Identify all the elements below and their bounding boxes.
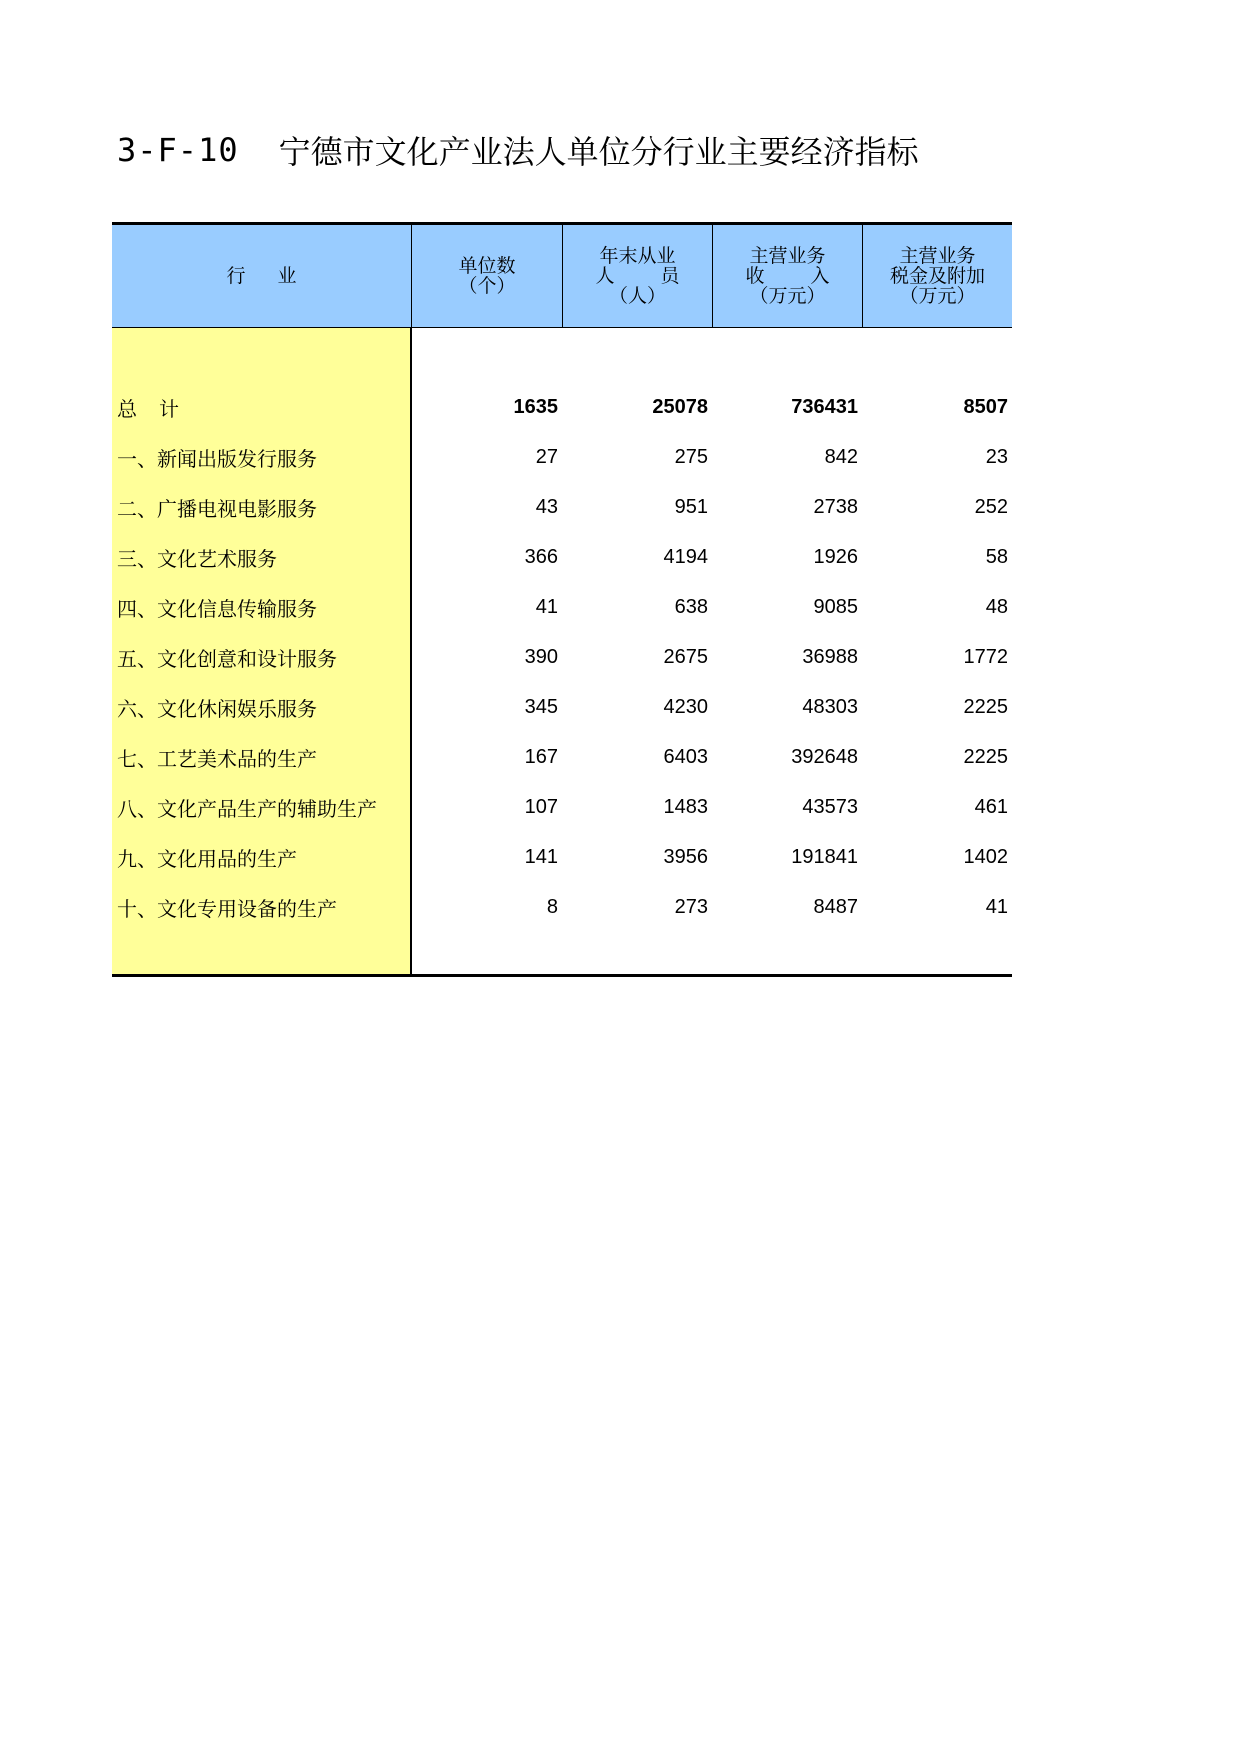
header-taxes bbox=[862, 225, 1012, 327]
units-cell: 345 bbox=[524, 695, 558, 718]
revenue-cell: 736431 bbox=[791, 395, 858, 418]
table-row bbox=[412, 882, 1012, 932]
industry-cell: 九、文化用品的生产 bbox=[117, 846, 297, 871]
header-employees-line1: 年末从业 bbox=[599, 245, 676, 267]
header-employees-line2 bbox=[596, 266, 680, 286]
table-code: 3-F-10 bbox=[117, 131, 239, 169]
statistics-table bbox=[112, 222, 1012, 977]
table-row bbox=[412, 432, 1012, 482]
taxes-cell: 252 bbox=[974, 495, 1008, 518]
header-taxes-line1: 主营业务 bbox=[899, 245, 976, 267]
industry-cell: 五、文化创意和设计服务 bbox=[117, 646, 337, 671]
units-cell: 41 bbox=[535, 595, 558, 618]
revenue-cell: 392648 bbox=[791, 745, 858, 768]
header-industry-label: 行业 bbox=[226, 265, 329, 287]
table-row bbox=[412, 632, 1012, 682]
revenue-cell: 9085 bbox=[813, 595, 858, 618]
table-title: 宁德市文化产业法人单位分行业主要经济指标 bbox=[278, 133, 919, 171]
header-employees-line3: （人） bbox=[608, 285, 666, 307]
units-cell: 1635 bbox=[513, 395, 558, 418]
taxes-cell: 1772 bbox=[963, 645, 1008, 668]
industry-cell: 八、文化产品生产的辅助生产 bbox=[117, 796, 377, 821]
header-taxes-line3: （万元） bbox=[899, 285, 976, 307]
revenue-cell: 2738 bbox=[813, 495, 858, 518]
industry-cell: 二、广播电视电影服务 bbox=[117, 496, 317, 521]
taxes-cell: 48 bbox=[985, 595, 1008, 618]
table-row bbox=[412, 832, 1012, 882]
employees-cell: 1483 bbox=[663, 795, 708, 818]
employees-cell: 3956 bbox=[663, 845, 708, 868]
industry-column bbox=[112, 328, 412, 974]
taxes-cell: 8507 bbox=[963, 395, 1008, 418]
industry-cell: 十、文化专用设备的生产 bbox=[117, 896, 337, 921]
taxes-cell: 461 bbox=[974, 795, 1008, 818]
revenue-cell: 36988 bbox=[802, 645, 858, 668]
units-cell: 27 bbox=[535, 445, 558, 468]
header-units bbox=[412, 225, 562, 327]
industry-cell: 一、新闻出版发行服务 bbox=[117, 446, 317, 471]
employees-cell: 4230 bbox=[663, 695, 708, 718]
table-row-total bbox=[412, 382, 1012, 432]
header-employees-line2b: 员 bbox=[660, 265, 680, 287]
table-row bbox=[412, 482, 1012, 532]
taxes-cell: 41 bbox=[985, 895, 1008, 918]
taxes-cell: 1402 bbox=[963, 845, 1008, 868]
table-body bbox=[112, 328, 1012, 977]
units-cell: 366 bbox=[524, 545, 558, 568]
employees-cell: 951 bbox=[674, 495, 708, 518]
employees-cell: 25078 bbox=[652, 395, 708, 418]
table-row bbox=[412, 532, 1012, 582]
revenue-cell: 48303 bbox=[802, 695, 858, 718]
header-revenue-line3: （万元） bbox=[749, 285, 826, 307]
page-title bbox=[117, 128, 919, 172]
header-taxes-line2: 税金及附加 bbox=[889, 265, 985, 287]
revenue-cell: 43573 bbox=[802, 795, 858, 818]
revenue-cell: 191841 bbox=[791, 845, 858, 868]
units-cell: 167 bbox=[524, 745, 558, 768]
industry-cell: 三、文化艺术服务 bbox=[117, 546, 277, 571]
industry-cell: 四、文化信息传输服务 bbox=[117, 596, 317, 621]
table-row bbox=[412, 782, 1012, 832]
header-revenue-line2b: 入 bbox=[810, 265, 830, 287]
taxes-cell: 23 bbox=[985, 445, 1008, 468]
header-revenue-line2a: 收 bbox=[745, 265, 765, 287]
units-cell: 43 bbox=[535, 495, 558, 518]
taxes-cell: 58 bbox=[985, 545, 1008, 568]
employees-cell: 4194 bbox=[663, 545, 708, 568]
employees-cell: 638 bbox=[674, 595, 708, 618]
revenue-cell: 8487 bbox=[813, 895, 858, 918]
header-employees bbox=[562, 225, 712, 327]
revenue-cell: 842 bbox=[824, 445, 858, 468]
header-revenue bbox=[712, 225, 862, 327]
header-industry bbox=[112, 225, 412, 327]
industry-cell: 六、文化休闲娱乐服务 bbox=[117, 696, 317, 721]
employees-cell: 275 bbox=[674, 445, 708, 468]
table-row bbox=[412, 582, 1012, 632]
header-units-line1: 单位数 bbox=[458, 255, 516, 277]
units-cell: 141 bbox=[524, 845, 558, 868]
units-cell: 8 bbox=[546, 895, 558, 918]
employees-cell: 273 bbox=[674, 895, 708, 918]
header-revenue-line1: 主营业务 bbox=[749, 245, 826, 267]
table-row bbox=[412, 732, 1012, 782]
industry-cell-total: 总计 bbox=[117, 396, 201, 421]
revenue-cell: 1926 bbox=[813, 545, 858, 568]
units-cell: 107 bbox=[524, 795, 558, 818]
values-area bbox=[412, 328, 1012, 974]
employees-cell: 6403 bbox=[663, 745, 708, 768]
taxes-cell: 2225 bbox=[963, 695, 1008, 718]
table-row bbox=[412, 682, 1012, 732]
employees-cell: 2675 bbox=[663, 645, 708, 668]
header-units-line2: （个） bbox=[458, 275, 516, 297]
taxes-cell: 2225 bbox=[963, 745, 1008, 768]
industry-cell: 七、工艺美术品的生产 bbox=[117, 746, 317, 771]
table-header bbox=[112, 225, 1012, 328]
units-cell: 390 bbox=[524, 645, 558, 668]
header-employees-line2a: 人 bbox=[595, 265, 615, 287]
header-revenue-line2 bbox=[746, 266, 830, 286]
